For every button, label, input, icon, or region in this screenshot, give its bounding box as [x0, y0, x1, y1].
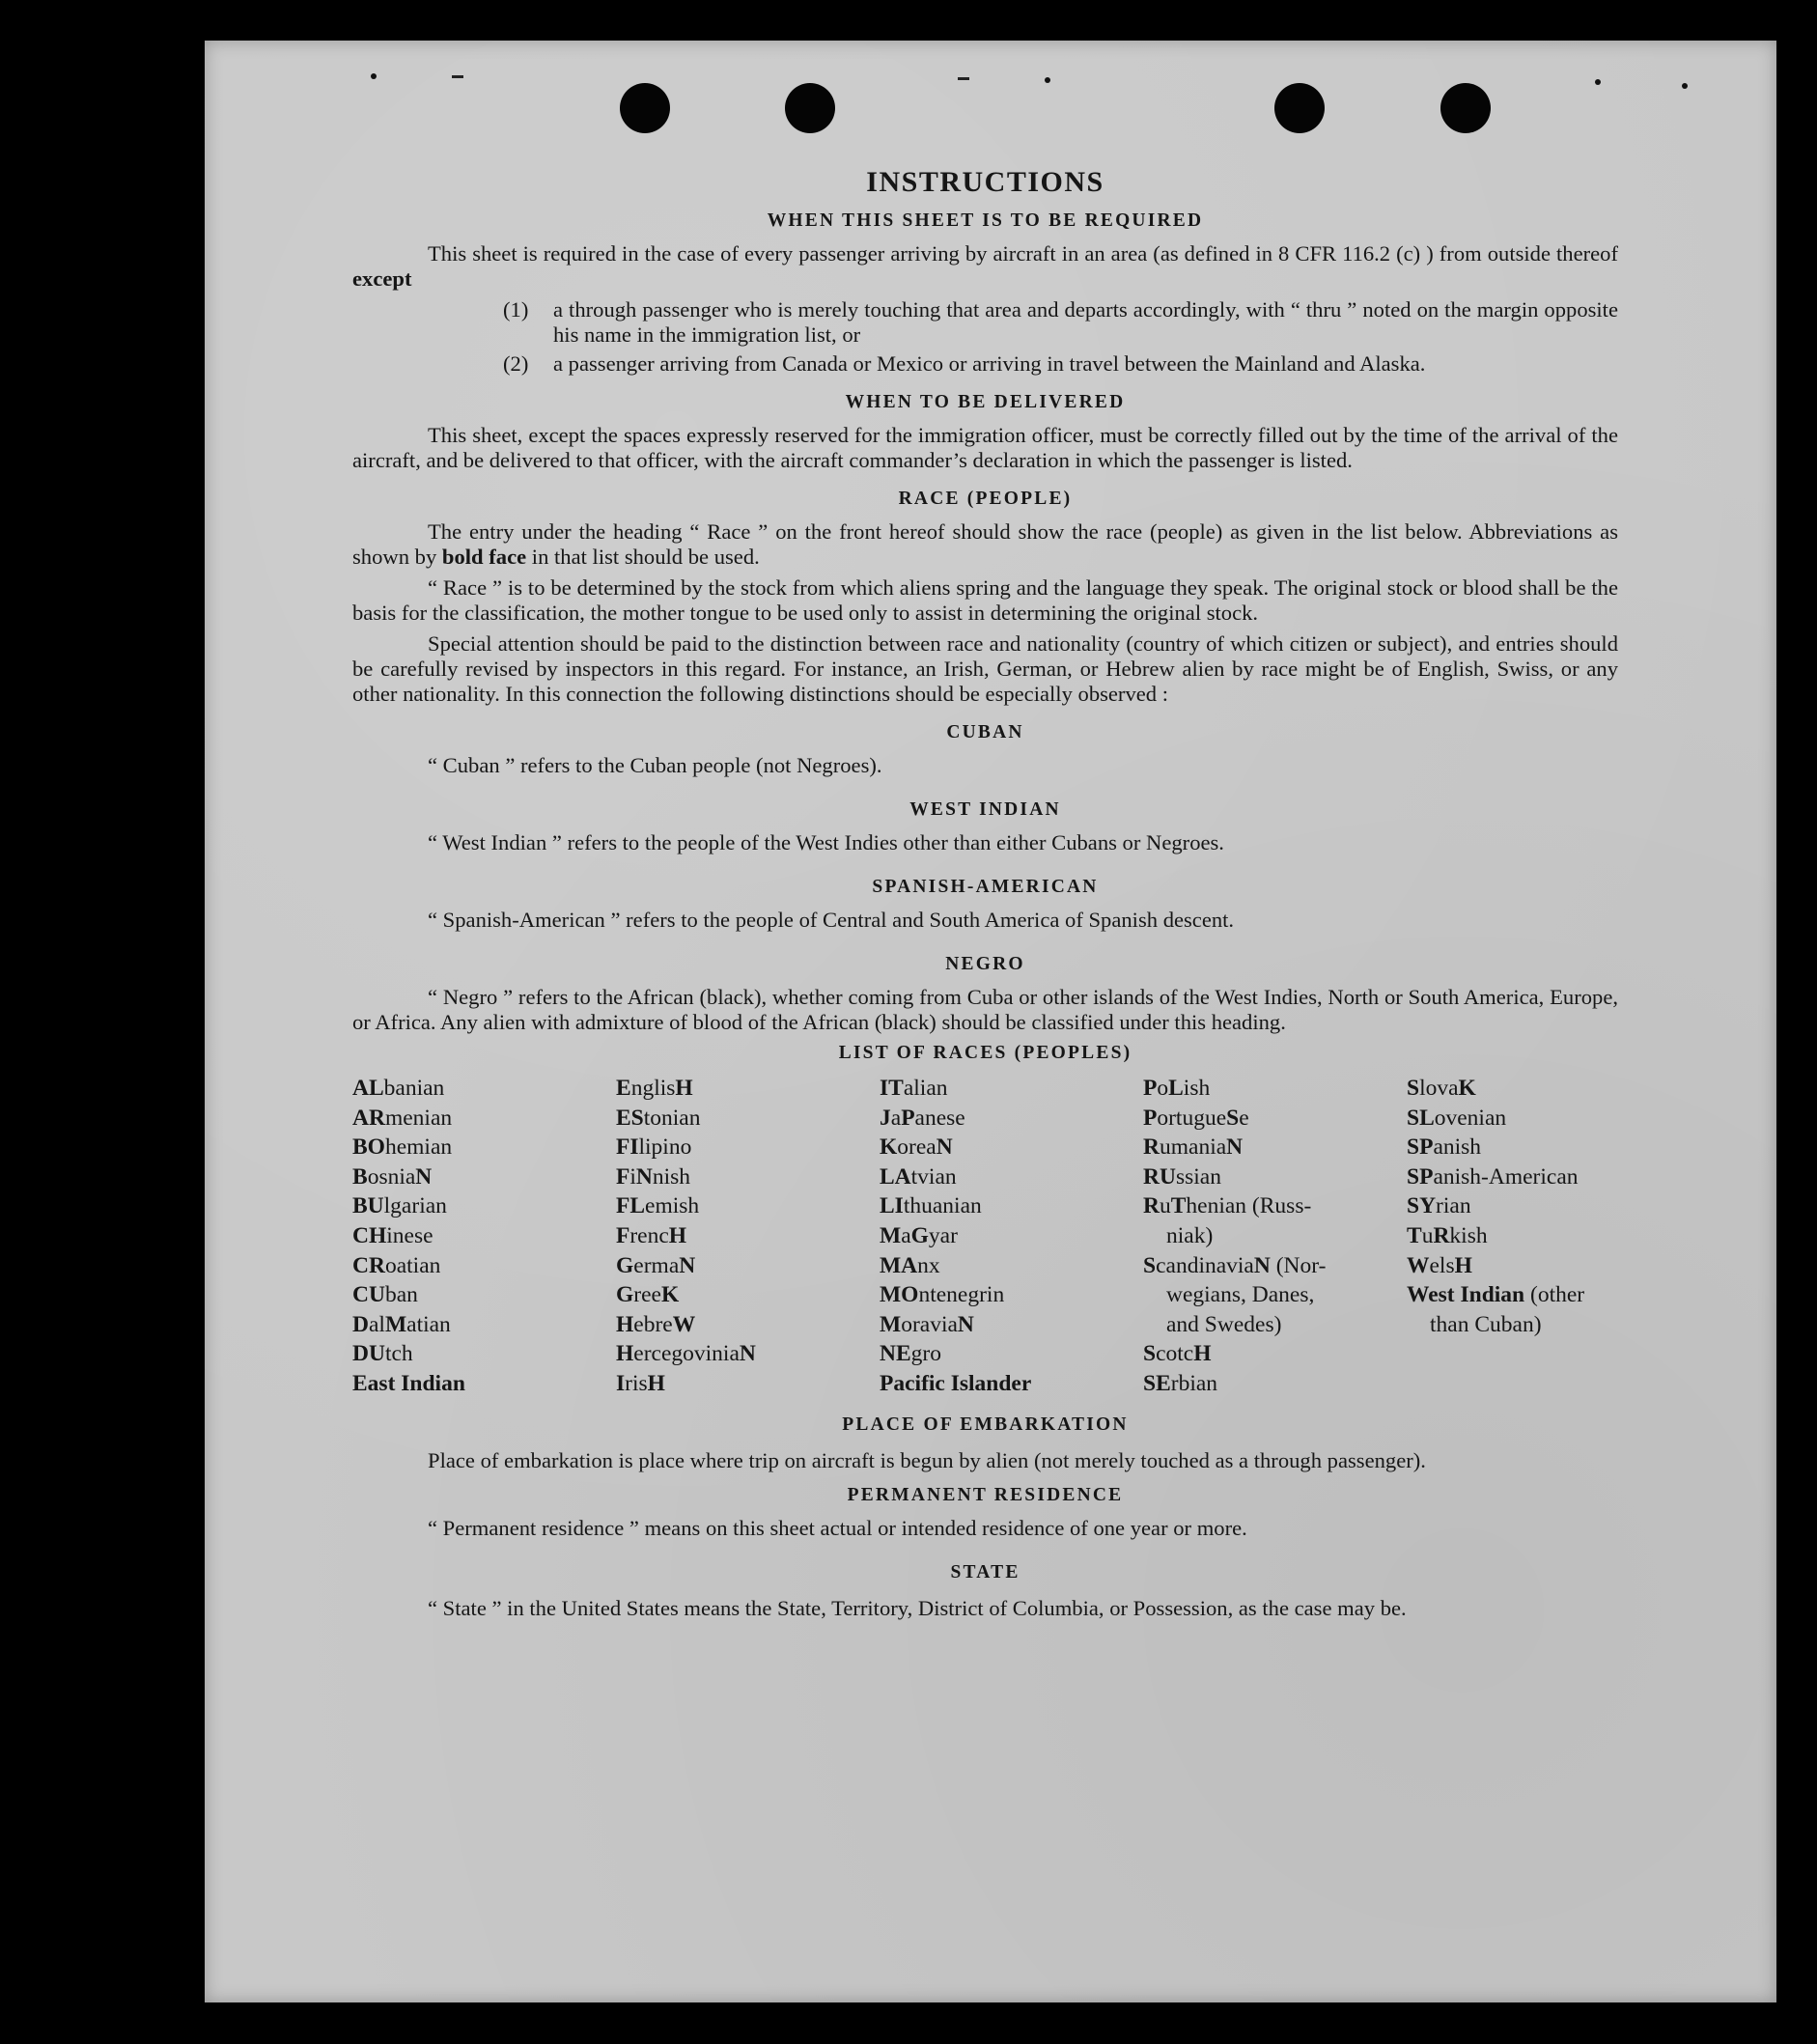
race-abbrev: AR	[352, 1105, 385, 1131]
race-entry	[1407, 1162, 1618, 1192]
race-abbrev: FL	[616, 1193, 646, 1219]
ink-speck	[1045, 77, 1050, 83]
delivered-text: This sheet, except the spaces expressly reserved for the immigration officer, must be correctly filled out by the time of the arrival of the aircraft, and be delivered to that officer, with the aircraft commander’s declaration in which the passenger is listed.	[352, 423, 1618, 472]
required-intro-text: This sheet is required in the case of every passenger arriving by aircraft in an area (as defined in 8 CFR 116.2 (c) ) from outside thereof	[428, 241, 1618, 266]
section-heading-spanish-american: SPANISH-AMERICAN	[872, 877, 1099, 897]
race-abbrev: MO	[880, 1282, 919, 1308]
race-abbrev: K	[1458, 1076, 1476, 1101]
race-text: els	[1429, 1252, 1455, 1278]
document-page	[205, 41, 1776, 2002]
race-abbrev: FI	[616, 1134, 639, 1161]
race-abbrev: Pacific Islander	[880, 1370, 1032, 1396]
race-text: u	[1159, 1193, 1171, 1219]
section-heading-west-indian: WEST INDIAN	[909, 799, 1061, 820]
race-text: gro	[910, 1341, 941, 1367]
race-p1-text-end: in that list should be used.	[531, 545, 760, 569]
race-text: (other	[1524, 1282, 1585, 1308]
race-abbrev: MA	[880, 1252, 918, 1278]
race-entry	[1143, 1191, 1407, 1221]
race-abbrev: K	[880, 1134, 898, 1161]
race-abbrev: NE	[880, 1341, 911, 1367]
west-indian-text: “ West Indian ” refers to the people of the West Indies other than either Cubans or Negroes.	[428, 830, 1224, 854]
race-text: lova	[1419, 1076, 1459, 1101]
race-abbrev: F	[616, 1163, 630, 1190]
race-abbrev: H	[1454, 1252, 1472, 1278]
race-text: a	[901, 1222, 911, 1248]
races-column	[1143, 1074, 1407, 1399]
race-entry	[1143, 1162, 1407, 1192]
race-abbrev: N	[1226, 1134, 1244, 1161]
race-abbrev: SP	[1407, 1134, 1434, 1161]
race-entry	[880, 1104, 1143, 1134]
race-text: (Nor-	[1270, 1252, 1327, 1278]
ink-speck	[1595, 79, 1601, 85]
race-entry	[616, 1369, 880, 1399]
race-abbrev: CH	[352, 1222, 387, 1248]
race-text: anese	[914, 1105, 965, 1131]
race-abbrev: W	[1407, 1252, 1430, 1278]
section-heading-cuban: CUBAN	[946, 722, 1024, 742]
punch-hole	[1274, 83, 1325, 133]
race-entry	[880, 1251, 1143, 1281]
race-entry	[1407, 1310, 1618, 1340]
race-entry	[1143, 1133, 1407, 1162]
race-text: tch	[384, 1341, 413, 1367]
race-abbrev: H	[668, 1222, 687, 1248]
race-entry	[616, 1104, 880, 1134]
race-text: ban	[384, 1282, 418, 1308]
residence-text: “ Permanent residence ” means on this sheet actual or intended residence of one year or more.	[428, 1515, 1247, 1540]
race-entry	[616, 1221, 880, 1251]
race-abbrev: West Indian	[1407, 1282, 1525, 1308]
race-text: and Swedes)	[1166, 1311, 1282, 1337]
state-text: “ State ” in the United States means the State, Territory, District of Columbia, or Possession, as the case may be.	[428, 1595, 1407, 1620]
race-text: ris	[625, 1370, 648, 1396]
race-text: yar	[928, 1222, 958, 1248]
race-abbrev: M	[384, 1311, 407, 1337]
races-column	[352, 1074, 616, 1399]
race-abbrev: H	[675, 1076, 693, 1101]
race-entry	[616, 1133, 880, 1162]
race-abbrev: P	[1143, 1076, 1158, 1101]
race-entry	[1143, 1221, 1407, 1251]
race-abbrev: W	[672, 1311, 696, 1337]
race-text: anish	[1433, 1134, 1482, 1161]
race-entry	[1143, 1251, 1407, 1281]
race-text: o	[1157, 1076, 1169, 1101]
race-abbrev: D	[352, 1311, 369, 1337]
race-entry	[616, 1251, 880, 1281]
race-abbrev: N	[1253, 1252, 1271, 1278]
race-entry	[1143, 1339, 1407, 1369]
section-heading-embarkation: PLACE OF EMBARKATION	[842, 1414, 1129, 1435]
race-entry	[1407, 1221, 1618, 1251]
bold-face-text: bold face	[441, 545, 527, 569]
race-entry	[880, 1162, 1143, 1192]
race-abbrev: H	[616, 1311, 634, 1337]
race-p1-text: The entry under the heading “ Race ” on the front hereof should show the race (people) as given in the list below. Abbreviations as shown by	[352, 519, 1618, 569]
exception-item-1	[352, 297, 1618, 348]
race-text: osnia	[367, 1163, 416, 1190]
instructions-content	[352, 166, 1618, 1985]
punch-hole	[785, 83, 835, 133]
item-text: a through passenger who is merely touching that area and departs accordingly, with “ thru ” noted on the margin opposite his name in the immigration list, or	[553, 297, 1618, 347]
race-abbrev: S	[1407, 1076, 1420, 1101]
race-text: e	[1239, 1105, 1249, 1131]
race-entry	[1407, 1133, 1618, 1162]
race-abbrev: N	[415, 1163, 433, 1190]
race-abbrev: AL	[352, 1076, 384, 1101]
race-abbrev: H	[647, 1370, 665, 1396]
race-abbrev: R	[1433, 1222, 1450, 1248]
punch-hole	[1440, 83, 1491, 133]
race-text: niak)	[1166, 1222, 1214, 1248]
ink-speck	[452, 75, 463, 78]
race-text: ree	[633, 1282, 661, 1308]
race-entry	[880, 1339, 1143, 1369]
race-abbrev: J	[880, 1105, 891, 1131]
race-abbrev: T	[1170, 1193, 1187, 1219]
race-abbrev: N	[635, 1163, 653, 1190]
race-entry	[616, 1162, 880, 1192]
page-title: INSTRUCTIONS	[866, 166, 1104, 198]
race-text: erma	[633, 1252, 680, 1278]
race-text: emish	[645, 1193, 700, 1219]
race-abbrev: ES	[616, 1105, 644, 1131]
section-heading-races-list: LIST OF RACES (PEOPLES)	[838, 1043, 1132, 1063]
race-abbrev: N	[679, 1252, 696, 1278]
race-entry	[1143, 1104, 1407, 1134]
race-text: ortugue	[1157, 1105, 1227, 1131]
race-entry	[616, 1074, 880, 1104]
race-entry	[352, 1339, 616, 1369]
race-abbrev: B	[352, 1163, 368, 1190]
race-abbrev: G	[910, 1222, 929, 1248]
race-entry	[352, 1310, 616, 1340]
exception-item-2	[352, 351, 1618, 377]
section-heading-residence: PERMANENT RESIDENCE	[847, 1484, 1124, 1505]
race-abbrev: G	[616, 1282, 634, 1308]
item-number: (2)	[503, 351, 529, 376]
race-text: cotc	[1156, 1341, 1194, 1367]
race-text: oravia	[901, 1311, 958, 1337]
race-entry	[1407, 1191, 1618, 1221]
race-abbrev: SY	[1407, 1193, 1437, 1219]
race-text: than Cuban)	[1430, 1311, 1542, 1337]
race-entry	[880, 1280, 1143, 1310]
race-text: renc	[629, 1222, 669, 1248]
race-abbrev: H	[616, 1341, 634, 1367]
race-abbrev: N	[739, 1341, 756, 1367]
race-abbrev: R	[1143, 1193, 1160, 1219]
race-entry	[1407, 1251, 1618, 1281]
race-abbrev: N	[936, 1134, 953, 1161]
race-abbrev: SP	[1407, 1163, 1434, 1190]
race-abbrev: I	[616, 1370, 626, 1396]
race-entry	[1143, 1310, 1407, 1340]
race-text: anish-American	[1433, 1163, 1579, 1190]
race-text: alian	[903, 1076, 948, 1101]
race-text: i	[629, 1163, 636, 1190]
ink-speck	[1682, 83, 1688, 89]
race-abbrev: LI	[880, 1193, 904, 1219]
races-column	[880, 1074, 1143, 1399]
ink-speck	[958, 77, 969, 80]
race-abbrev: LA	[880, 1163, 911, 1190]
race-text: lipino	[638, 1134, 692, 1161]
race-entry	[880, 1191, 1143, 1221]
race-text: tonian	[643, 1105, 701, 1131]
ink-speck	[371, 73, 377, 79]
cuban-text: “ Cuban ” refers to the Cuban people (not Negroes).	[428, 753, 882, 777]
race-abbrev: S	[1226, 1105, 1240, 1131]
race-abbrev: P	[1143, 1105, 1158, 1131]
spanish-american-text: “ Spanish-American ” refers to the people of Central and South America of Spanish descent.	[428, 908, 1235, 932]
section-heading-negro: NEGRO	[945, 954, 1025, 974]
races-column	[1407, 1074, 1618, 1399]
race-entry	[616, 1339, 880, 1369]
race-entry	[1143, 1280, 1407, 1310]
race-text: al	[368, 1311, 385, 1337]
race-entry	[352, 1104, 616, 1134]
race-abbrev: SE	[1143, 1370, 1171, 1396]
race-abbrev: BU	[352, 1193, 384, 1219]
race-entry	[352, 1074, 616, 1104]
race-text: thuanian	[903, 1193, 982, 1219]
race-abbrev: RU	[1143, 1163, 1176, 1190]
race-entry	[1407, 1280, 1618, 1310]
race-text: banian	[383, 1076, 445, 1101]
race-abbrev: SL	[1407, 1105, 1435, 1131]
race-abbrev: CU	[352, 1282, 385, 1308]
race-text: wegians, Danes,	[1166, 1282, 1315, 1308]
race-paragraph-1	[352, 519, 1618, 570]
race-abbrev: H	[1193, 1341, 1212, 1367]
race-entry	[880, 1369, 1143, 1399]
race-entry	[880, 1133, 1143, 1162]
race-text: oatian	[384, 1252, 441, 1278]
race-abbrev: CR	[352, 1252, 385, 1278]
race-entry	[352, 1133, 616, 1162]
race-text: nx	[917, 1252, 940, 1278]
punch-hole	[620, 83, 670, 133]
race-abbrev: M	[880, 1222, 902, 1248]
section-heading-state: STATE	[950, 1561, 1020, 1582]
section-heading-required: WHEN THIS SHEET IS TO BE REQUIRED	[767, 210, 1204, 231]
race-abbrev: G	[616, 1252, 634, 1278]
race-text: nish	[652, 1163, 691, 1190]
race-abbrev: L	[1168, 1076, 1184, 1101]
item-text: a passenger arriving from Canada or Mexico or arriving in travel between the Mainland and Alaska.	[553, 351, 1426, 376]
race-entry	[880, 1310, 1143, 1340]
races-column	[616, 1074, 880, 1399]
race-text: atian	[406, 1311, 451, 1337]
race-abbrev: F	[616, 1222, 630, 1248]
race-text: ntenegrin	[918, 1282, 1005, 1308]
race-entry	[616, 1191, 880, 1221]
race-text: lgarian	[383, 1193, 447, 1219]
race-entry	[352, 1369, 616, 1399]
section-heading-delivered: WHEN TO BE DELIVERED	[845, 392, 1126, 412]
except-bold: except	[352, 266, 412, 291]
race-text: kish	[1449, 1222, 1488, 1248]
race-abbrev: N	[957, 1311, 974, 1337]
embarkation-text: Place of embarkation is place where trip on aircraft is begun by alien (not merely touched as a through passenger).	[428, 1447, 1426, 1472]
race-text: ish	[1183, 1076, 1211, 1101]
race-abbrev: P	[901, 1105, 915, 1131]
race-text: candinavia	[1156, 1252, 1254, 1278]
race-abbrev: S	[1143, 1252, 1157, 1278]
race-entry	[880, 1074, 1143, 1104]
item-number: (1)	[503, 297, 529, 322]
race-entry	[1143, 1369, 1407, 1399]
race-entry	[1143, 1074, 1407, 1104]
race-text: rian	[1436, 1193, 1471, 1219]
race-abbrev: E	[616, 1076, 631, 1101]
race-entry	[352, 1162, 616, 1192]
required-intro	[352, 241, 1618, 292]
race-paragraph-2: “ Race ” is to be determined by the stock from which aliens spring and the language they speak. The original stock or blood shall be the basis for the classification, the mother tongue to be used only to assist in determining the original stock.	[352, 575, 1618, 625]
race-abbrev: BO	[352, 1134, 385, 1161]
race-text: tvian	[910, 1163, 957, 1190]
race-text: henian (Russ-	[1186, 1193, 1312, 1219]
race-text: ercegovinia	[633, 1341, 740, 1367]
race-abbrev: S	[1143, 1341, 1157, 1367]
race-entry	[352, 1191, 616, 1221]
race-text: ssian	[1175, 1163, 1221, 1190]
race-abbrev: DU	[352, 1341, 385, 1367]
race-text: ovenian	[1434, 1105, 1507, 1131]
race-abbrev: IT	[880, 1076, 904, 1101]
race-entry	[880, 1221, 1143, 1251]
race-text: hemian	[384, 1134, 453, 1161]
race-text: ebre	[633, 1311, 673, 1337]
race-text: menian	[384, 1105, 453, 1131]
race-paragraph-3: Special attention should be paid to the distinction between race and nationality (country of which citizen or subject), and entries should be carefully revised by inspectors in this regard. For instance, an Irish, German, or Hebrew alien by race might be of English, Swiss, or any other nationality. In this connection the following distinctions should be especially observed :	[352, 631, 1618, 706]
race-text: nglis	[630, 1076, 676, 1101]
race-text: umania	[1159, 1134, 1227, 1161]
race-entry	[1407, 1104, 1618, 1134]
race-text: rbian	[1170, 1370, 1218, 1396]
race-entry	[352, 1280, 616, 1310]
race-text: u	[1421, 1222, 1434, 1248]
race-text: orea	[897, 1134, 936, 1161]
race-abbrev: K	[660, 1282, 680, 1308]
race-entry	[352, 1221, 616, 1251]
race-text: inese	[386, 1222, 433, 1248]
race-entry	[352, 1251, 616, 1281]
races-list	[352, 1074, 1618, 1399]
race-entry	[616, 1280, 880, 1310]
race-abbrev: T	[1407, 1222, 1422, 1248]
race-abbrev: R	[1143, 1134, 1160, 1161]
race-entry	[1407, 1074, 1618, 1104]
race-abbrev: East Indian	[352, 1370, 465, 1396]
race-entry	[616, 1310, 880, 1340]
race-text: a	[890, 1105, 902, 1131]
race-abbrev: M	[880, 1311, 902, 1337]
section-heading-race: RACE (PEOPLE)	[898, 489, 1073, 509]
negro-text: “ Negro ” refers to the African (black), whether coming from Cuba or other islands of the West Indies, North or South America, Europe, or Africa. Any alien with admixture of blood of the African (black) should be classified under this heading.	[352, 985, 1618, 1034]
